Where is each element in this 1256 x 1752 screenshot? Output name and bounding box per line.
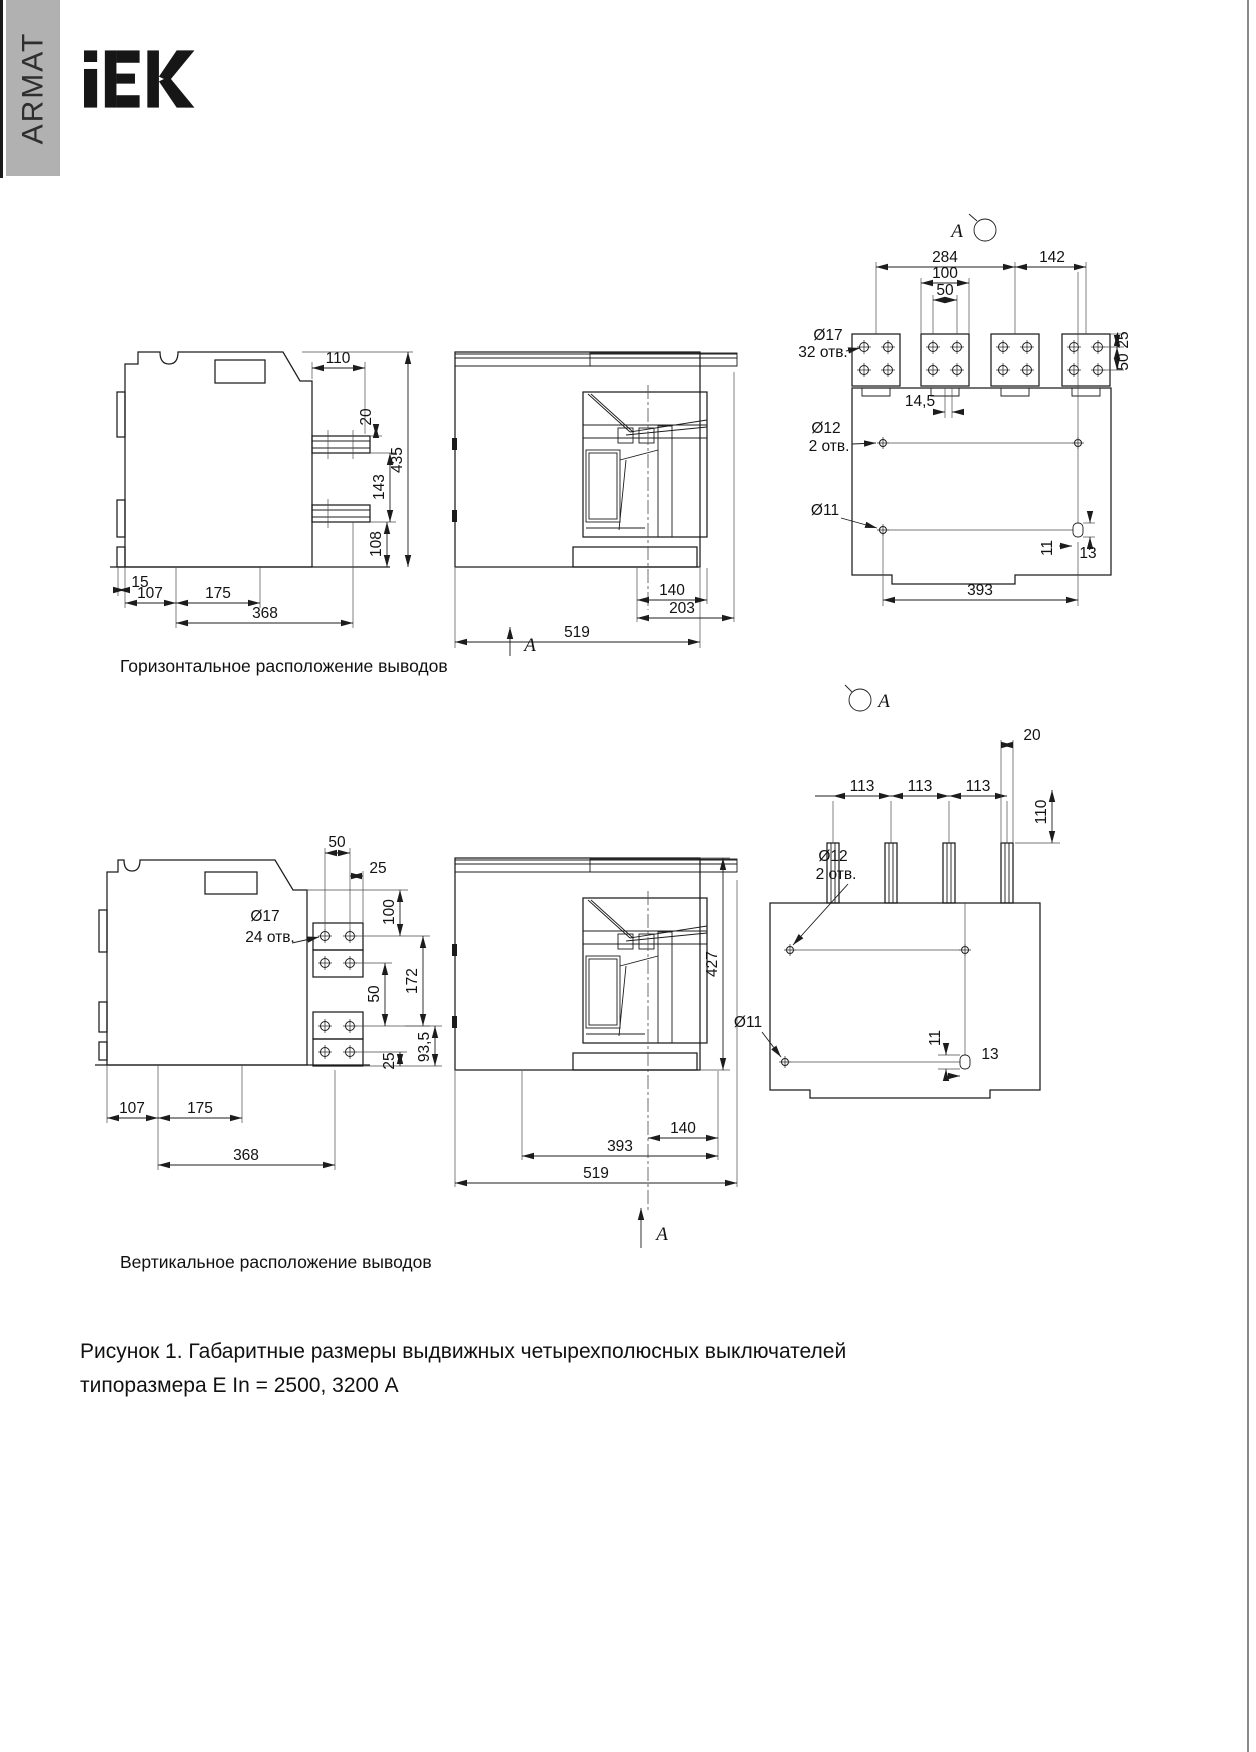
terminal-bars: [312, 430, 370, 628]
dim-15: 15: [131, 574, 149, 591]
dim-519: 519: [583, 1165, 609, 1182]
dim-11: 11: [927, 1029, 944, 1047]
dim-284: 284: [932, 249, 958, 266]
callout-d17-count: 32 отв.: [798, 344, 848, 361]
page-edge-left: [0, 0, 3, 178]
dim-50: 50: [936, 282, 954, 299]
dim-113-c: 113: [965, 778, 991, 795]
view-arrow-label: A: [524, 635, 536, 656]
iek-logo: [84, 46, 196, 112]
top-dimensions: [798, 249, 1132, 606]
dim-140: 140: [670, 1120, 696, 1137]
dim-20: 20: [358, 408, 375, 426]
vertical-side-view: [60, 740, 450, 1190]
dim-368: 368: [233, 1147, 259, 1164]
horizontal-side-view: [80, 300, 425, 645]
front-panel: [583, 898, 707, 1043]
figure-caption-line2: типоразмера E In = 2500, 3200 А: [80, 1374, 399, 1397]
front-panel: [583, 392, 707, 537]
dim-20: 20: [1023, 727, 1041, 744]
dim-393: 393: [607, 1138, 633, 1155]
callout-d11: Ø11: [810, 502, 840, 519]
front-dimensions: [455, 372, 734, 656]
dim-110: 110: [325, 350, 351, 367]
dim-108: 108: [368, 531, 385, 557]
body-outline: [852, 272, 1111, 606]
callout-d12-count: 2 отв.: [808, 438, 850, 455]
side-dimensions: [107, 834, 442, 1170]
dim-113-a: 113: [849, 778, 875, 795]
callout-d17: Ø17: [250, 908, 280, 925]
side-outline: [110, 352, 390, 567]
callout-d17: Ø17: [813, 327, 843, 344]
dim-25-bottom: 25: [381, 1052, 398, 1070]
caption-vertical: Вертикальное расположение выводов: [120, 1252, 432, 1272]
front-outline: [452, 352, 737, 567]
view-arrow-label: A: [656, 1224, 668, 1245]
view-mark: [845, 685, 890, 712]
callout-d17-count: 24 отв.: [245, 929, 295, 946]
dim-107: 107: [137, 585, 163, 602]
dim-100: 100: [932, 265, 958, 282]
dim-393: 393: [967, 582, 993, 599]
figure-caption-line1: Рисунок 1. Габаритные размеры выдвижных четырехполюсных выключателей: [80, 1340, 847, 1363]
iek-logo-letters: [84, 50, 194, 107]
dim-175: 175: [205, 585, 231, 602]
dim-203: 203: [669, 600, 695, 617]
dim-13: 13: [981, 1046, 999, 1063]
callout-d12-count: 2 отв.: [815, 866, 857, 883]
dim-368: 368: [252, 605, 278, 622]
body-outline: [770, 903, 1040, 1098]
dim-50-top: 50: [328, 834, 346, 851]
view-label: A: [951, 221, 963, 242]
callout-d12: Ø12: [818, 848, 848, 865]
callout-d12: Ø12: [811, 420, 841, 437]
dim-427: 427: [704, 951, 721, 977]
horizontal-front-view: [430, 300, 740, 665]
figure-caption: [80, 1335, 1060, 1403]
dim-14-5: 14,5: [904, 393, 936, 410]
dim-13: 13: [1079, 545, 1097, 562]
dim-110: 110: [1033, 799, 1050, 825]
side-dimensions: [118, 350, 413, 628]
armat-label: ARMAT: [16, 31, 49, 145]
dim-143: 143: [371, 474, 388, 500]
dim-142: 142: [1039, 249, 1065, 266]
dim-93-5: 93,5: [416, 1031, 433, 1063]
dim-172: 172: [404, 968, 421, 994]
dim-50-right: 50: [1115, 353, 1132, 371]
dim-107: 107: [119, 1100, 145, 1117]
caption-horizontal: Горизонтальное расположение выводов: [120, 656, 448, 676]
vertical-top-view: [700, 660, 1150, 1140]
view-mark: [949, 214, 996, 242]
page-edge-right: [1247, 0, 1249, 1752]
terminal-pads: [313, 923, 363, 1066]
top-dimensions: [734, 727, 1060, 1081]
view-label: A: [878, 691, 890, 712]
dim-435: 435: [389, 447, 406, 473]
dim-25-right: 25: [1115, 331, 1132, 349]
front-outline: [452, 858, 737, 1070]
dim-11: 11: [1039, 539, 1056, 557]
terminal-pads: [852, 334, 1110, 386]
callout-d11: Ø11: [733, 1014, 763, 1031]
armat-sidebar: [6, 0, 60, 176]
dim-140: 140: [659, 582, 685, 599]
horizontal-top-view: [700, 190, 1150, 630]
dim-175: 175: [187, 1100, 213, 1117]
dim-100: 100: [381, 899, 398, 925]
dim-519: 519: [564, 624, 590, 641]
dim-50-mid: 50: [366, 985, 383, 1003]
dim-25-top: 25: [369, 860, 387, 877]
dim-113-b: 113: [907, 778, 933, 795]
